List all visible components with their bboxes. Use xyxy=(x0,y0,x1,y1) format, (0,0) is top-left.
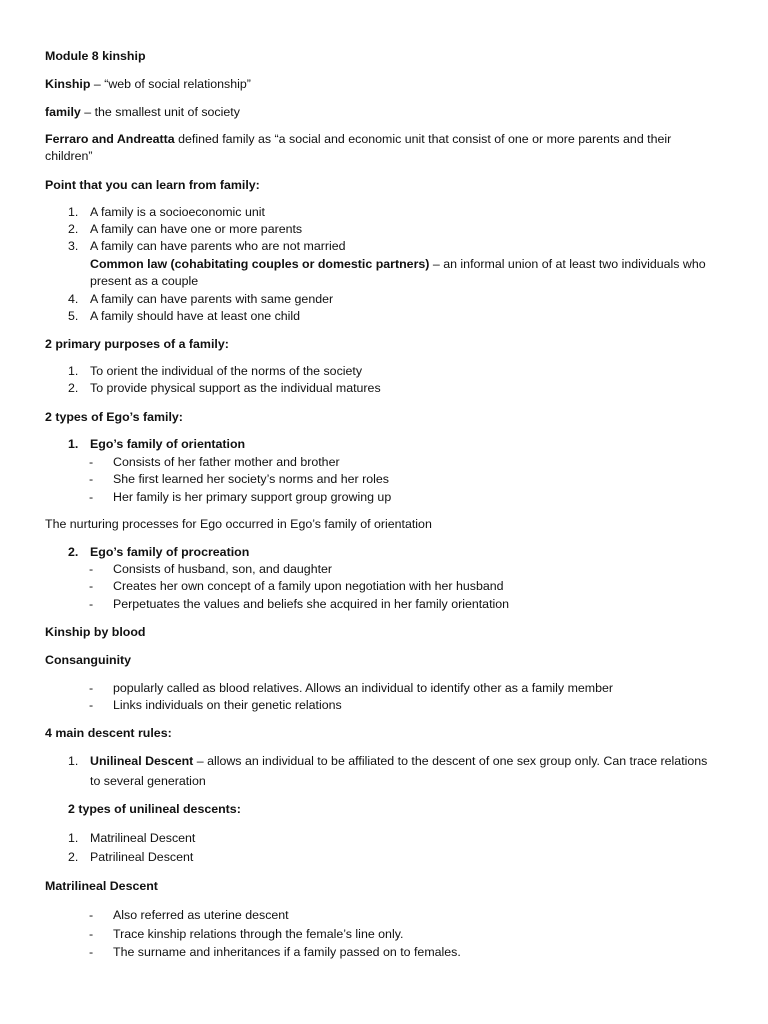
unilineal-rest: – allows an individual to be affiliated to the descent of one sex group only. Can trace relations xyxy=(193,754,708,768)
bullet-text: She first learned her society’s norms and her roles xyxy=(113,472,389,486)
family-definition xyxy=(45,104,728,121)
ferraro-term: Ferraro and Andreatta xyxy=(45,132,175,146)
common-law-rest: – an informal union of at least two individuals who xyxy=(429,257,706,271)
points-heading: Point that you can learn from family: xyxy=(45,178,260,192)
ferraro-definition-line2: children” xyxy=(45,149,93,163)
bullet-dash: - xyxy=(89,490,94,504)
list-text: Patrilineal Descent xyxy=(90,850,194,864)
bullet-text: The surname and inheritances if a family passed on to females. xyxy=(113,945,461,959)
list-text: A family can have one or more parents xyxy=(90,222,303,236)
list-number: 1. xyxy=(68,754,79,768)
matrilineal-heading: Matrilineal Descent xyxy=(45,879,158,893)
list-text: A family should have at least one child xyxy=(90,309,301,323)
bullet-text: Trace kinship relations through the female’s line only. xyxy=(113,927,404,941)
bullet-dash: - xyxy=(89,927,94,941)
list-text: Ego’s family of orientation xyxy=(90,437,246,451)
list-number: 3. xyxy=(68,239,79,253)
descent-heading: 4 main descent rules: xyxy=(45,726,172,740)
kinship-rest: – “web of social relationship” xyxy=(90,77,251,91)
consanguinity-heading: Consanguinity xyxy=(45,653,132,667)
ferraro-definition-line1 xyxy=(45,131,728,148)
bullet-text: Consists of husband, son, and daughter xyxy=(113,562,333,576)
family-rest: – the smallest unit of society xyxy=(80,105,240,119)
bullet-text: Her family is her primary support group growing up xyxy=(113,490,392,504)
doc-title: Module 8 kinship xyxy=(45,49,146,63)
bullet-dash: - xyxy=(89,597,94,611)
kinship-term: Kinship xyxy=(45,77,91,91)
bullet-dash: - xyxy=(89,472,94,486)
list-number: 1. xyxy=(68,437,79,451)
list-number: 1. xyxy=(68,364,79,378)
unilineal-term: Unilineal Descent xyxy=(90,754,194,768)
list-number: 4. xyxy=(68,292,79,306)
list-text: Matrilineal Descent xyxy=(90,831,196,845)
kinship-definition xyxy=(45,76,728,93)
bullet-dash: - xyxy=(89,908,94,922)
list-text: A family is a socioeconomic unit xyxy=(90,205,265,219)
bullet-text: popularly called as blood relatives. Allows an individual to identify other as a family member xyxy=(113,681,614,695)
bullet-text: Perpetuates the values and beliefs she acquired in her family orientation xyxy=(113,597,510,611)
bullet-dash: - xyxy=(89,562,94,576)
bullet-text: Links individuals on their genetic relations xyxy=(113,698,342,712)
list-text: Ego’s family of procreation xyxy=(90,545,250,559)
list-text: To provide physical support as the individual matures xyxy=(90,381,381,395)
list-number: 2. xyxy=(68,222,79,236)
bullet-dash: - xyxy=(89,945,94,959)
list-number: 2. xyxy=(68,545,79,559)
bullet-text: Creates her own concept of a family upon negotiation with her husband xyxy=(113,579,504,593)
unilineal-types-heading: 2 types of unilineal descents: xyxy=(68,802,241,816)
bullet-dash: - xyxy=(89,698,94,712)
list-text: To orient the individual of the norms of the society xyxy=(90,364,363,378)
kinship-blood-heading: Kinship by blood xyxy=(45,625,146,639)
ferraro-rest: defined family as “a social and economic unit that consist of one or more parents and their xyxy=(174,132,672,146)
bullet-dash: - xyxy=(89,681,94,695)
types-heading: 2 types of Ego’s family: xyxy=(45,410,183,424)
nurturing-paragraph: The nurturing processes for Ego occurred in Ego’s family of orientation xyxy=(45,517,432,531)
common-law-term: Common law (cohabitating couples or domestic partners) xyxy=(90,257,430,271)
list-number: 2. xyxy=(68,850,79,864)
list-number: 1. xyxy=(68,831,79,845)
list-number: 1. xyxy=(68,205,79,219)
family-term: family xyxy=(45,105,81,119)
bullet-text: Consists of her father mother and brother xyxy=(113,455,340,469)
list-text: A family can have parents with same gender xyxy=(90,292,334,306)
document-page: Module 8 kinship Kinship – “web of social relationship” family – the smallest unit of society Ferraro and Andreatta defined family as “a social and economic unit that consist of one or more parents and their children” Point that you can learn from family: 1. A family is a socioeconomic unit 2. A family can have one or more parents 3. A family can have parents who are not married Common law (cohabitating couples or domestic partners) – an informal union of at least two individuals who present as a couple 4. A family can have parents with same gender 5. A family should have at least one child 2 primary purposes of a family: 1. To orient the individual of the norms of the society 2. To provide physical support as the individual matures 2 types of Ego’s family: 1. Ego’s family of orientation - Consists of her father mother and brother - She first learned her society’s norms and her roles - Her family is her primary support group growing up The nurturing processes for Ego occurred in Ego’s family of orientation 2. Ego’s family of procreation - Consists of husband, son, and daughter - Creates her own concept of a family upon negotiation with her husband - Perpetuates the values and beliefs she acquired in her family orientation Kinship by blood Consanguinity - popularly called as blood relatives. Allows an individual to identify other as a family member - Links individuals on their genetic relations 4 main descent rules: 1. Unilineal Descent – allows an individual to be affiliated to the descent of one sex group only. Can trace relations to several generation 2 types of unilineal descents: 1. Matrilineal Descent 2. Patrilineal Descent Matrilineal Descent - Also referred as uterine descent - Trace kinship relations through the female’s line only. - The surname and inheritances if a family passed on to females. xyxy=(0,0,768,1024)
bullet-dash: - xyxy=(89,579,94,593)
bullet-dash: - xyxy=(89,455,94,469)
list-number: 5. xyxy=(68,309,79,323)
list-text: A family can have parents who are not married xyxy=(90,239,346,253)
bullet-text: Also referred as uterine descent xyxy=(113,908,289,922)
purposes-heading: 2 primary purposes of a family: xyxy=(45,337,229,351)
list-number: 2. xyxy=(68,381,79,395)
